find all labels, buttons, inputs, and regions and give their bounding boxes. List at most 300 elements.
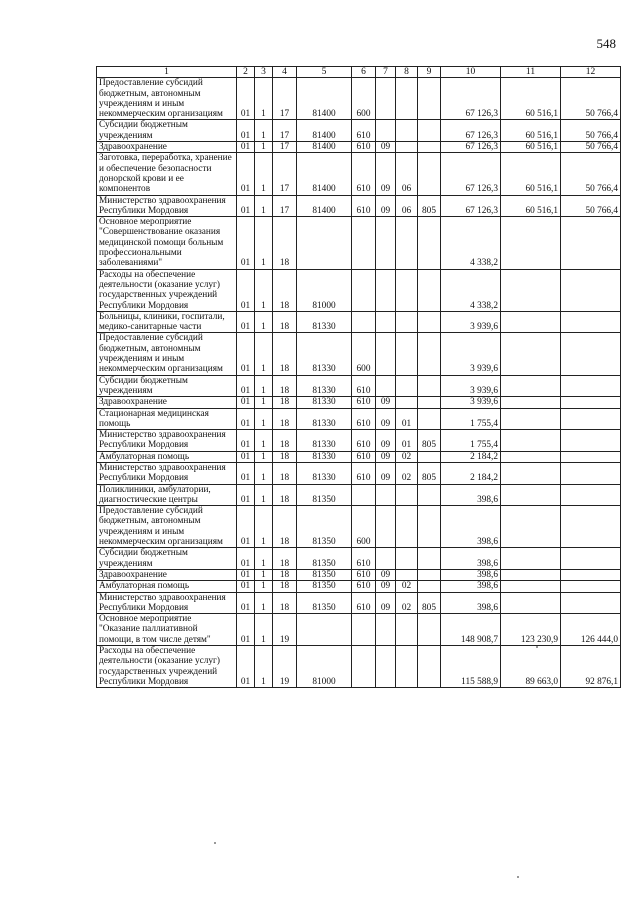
cell-code: 17	[273, 120, 297, 142]
cell-code: 81330	[297, 462, 352, 484]
row-name: Министерство здравоохранения Республики Мордовия	[97, 195, 237, 217]
row-name: Больницы, клиники, госпитали, медико-санитарные части	[97, 311, 237, 333]
cell-code: 81400	[297, 153, 352, 195]
cell-code	[418, 375, 441, 397]
cell-code: 600	[352, 333, 376, 375]
cell-code: 18	[273, 269, 297, 311]
cell-code: 81350	[297, 581, 352, 592]
table-row	[97, 581, 621, 592]
cell-code: 01	[237, 462, 255, 484]
cell-code	[418, 142, 441, 153]
row-name: Здравоохранение	[97, 142, 237, 153]
cell-amount	[561, 375, 621, 397]
cell-code	[352, 311, 376, 333]
cell-amount	[501, 484, 561, 506]
cell-code: 01	[237, 195, 255, 217]
cell-code: 01	[237, 217, 255, 269]
cell-amount	[561, 592, 621, 614]
cell-code: 18	[273, 548, 297, 570]
table-row	[97, 195, 621, 217]
budget-table	[96, 66, 621, 688]
cell-code: 600	[352, 506, 376, 548]
cell-code: 1	[255, 375, 273, 397]
table-row	[97, 269, 621, 311]
cell-code: 17	[273, 195, 297, 217]
cell-code	[418, 451, 441, 462]
cell-code	[396, 311, 418, 333]
cell-code	[396, 78, 418, 120]
cell-amount	[561, 217, 621, 269]
cell-code	[352, 614, 376, 646]
cell-amount	[561, 506, 621, 548]
cell-amount: 3 939,6	[441, 333, 501, 375]
cell-amount	[501, 569, 561, 580]
row-name: Субсидии бюджетным учреждениям	[97, 548, 237, 570]
cell-code: 01	[237, 78, 255, 120]
cell-code: 01	[237, 484, 255, 506]
cell-code: 02	[396, 592, 418, 614]
cell-code: 01	[237, 592, 255, 614]
cell-code: 805	[418, 195, 441, 217]
cell-code: 17	[273, 142, 297, 153]
cell-code: 610	[352, 120, 376, 142]
cell-code	[376, 217, 396, 269]
cell-code: 610	[352, 153, 376, 195]
cell-code	[418, 408, 441, 430]
cell-code	[418, 120, 441, 142]
cell-code: 1	[255, 484, 273, 506]
cell-code: 1	[255, 462, 273, 484]
cell-code: 01	[237, 430, 255, 452]
cell-code: 01	[237, 581, 255, 592]
cell-code: 610	[352, 451, 376, 462]
cell-code: 610	[352, 195, 376, 217]
cell-amount: 1 755,4	[441, 408, 501, 430]
cell-code: 18	[273, 375, 297, 397]
cell-code	[396, 646, 418, 688]
table-header-row	[97, 67, 621, 78]
cell-code	[396, 269, 418, 311]
cell-code: 02	[396, 451, 418, 462]
cell-amount: 60 516,1	[501, 195, 561, 217]
cell-amount	[501, 397, 561, 408]
cell-amount	[561, 430, 621, 452]
cell-amount	[561, 462, 621, 484]
column-header: 3	[255, 67, 273, 78]
cell-code	[418, 581, 441, 592]
row-name: Расходы на обеспечение деятельности (оказание услуг) государственных учреждений Республики Мордовия	[97, 646, 237, 688]
table-row	[97, 484, 621, 506]
cell-amount	[501, 311, 561, 333]
cell-code	[376, 484, 396, 506]
scan-speck	[536, 646, 538, 648]
cell-code	[418, 217, 441, 269]
cell-code: 81000	[297, 646, 352, 688]
cell-amount: 3 939,6	[441, 397, 501, 408]
cell-code: 81330	[297, 451, 352, 462]
cell-code: 01	[237, 451, 255, 462]
column-header: 6	[352, 67, 376, 78]
column-header: 5	[297, 67, 352, 78]
row-name: Заготовка, переработка, хранение и обеспечение безопасности донорской крови и ее компонентов	[97, 153, 237, 195]
cell-amount: 67 126,3	[441, 195, 501, 217]
cell-amount: 67 126,3	[441, 142, 501, 153]
cell-code	[418, 78, 441, 120]
row-name: Субсидии бюджетным учреждениям	[97, 120, 237, 142]
cell-code	[376, 375, 396, 397]
table-row	[97, 592, 621, 614]
cell-amount: 398,6	[441, 548, 501, 570]
cell-amount	[561, 451, 621, 462]
cell-code: 01	[237, 333, 255, 375]
cell-amount	[561, 397, 621, 408]
cell-code: 1	[255, 430, 273, 452]
cell-amount: 50 766,4	[561, 195, 621, 217]
cell-code: 1	[255, 153, 273, 195]
cell-code	[418, 548, 441, 570]
row-name: Расходы на обеспечение деятельности (оказание услуг) государственных учреждений Республики Мордовия	[97, 269, 237, 311]
cell-code	[418, 484, 441, 506]
cell-amount: 148 908,7	[441, 614, 501, 646]
cell-code: 81400	[297, 142, 352, 153]
cell-code	[396, 569, 418, 580]
table-row	[97, 120, 621, 142]
cell-code: 18	[273, 311, 297, 333]
cell-amount: 2 184,2	[441, 462, 501, 484]
cell-code	[376, 506, 396, 548]
cell-code	[376, 311, 396, 333]
column-header: 4	[273, 67, 297, 78]
cell-amount	[501, 430, 561, 452]
cell-code: 1	[255, 397, 273, 408]
cell-code: 805	[418, 592, 441, 614]
row-name: Амбулаторная помощь	[97, 451, 237, 462]
cell-code	[396, 506, 418, 548]
row-name: Министерство здравоохранения Республики Мордовия	[97, 462, 237, 484]
cell-code: 81330	[297, 311, 352, 333]
cell-amount: 92 876,1	[561, 646, 621, 688]
row-name: Основное мероприятие "Оказание паллиативной помощи, в том числе детям"	[97, 614, 237, 646]
cell-code: 600	[352, 78, 376, 120]
cell-code: 06	[396, 153, 418, 195]
cell-code	[418, 269, 441, 311]
table-row	[97, 462, 621, 484]
row-name: Министерство здравоохранения Республики Мордовия	[97, 430, 237, 452]
cell-code	[418, 333, 441, 375]
cell-code: 02	[396, 581, 418, 592]
cell-code: 1	[255, 548, 273, 570]
cell-code: 81330	[297, 408, 352, 430]
cell-code: 805	[418, 462, 441, 484]
cell-code: 06	[396, 195, 418, 217]
cell-code: 09	[376, 408, 396, 430]
table-row	[97, 153, 621, 195]
cell-code	[352, 484, 376, 506]
scan-speck	[214, 842, 216, 844]
cell-code	[418, 569, 441, 580]
row-name: Здравоохранение	[97, 569, 237, 580]
cell-code	[418, 646, 441, 688]
cell-amount: 60 516,1	[501, 120, 561, 142]
table-row	[97, 646, 621, 688]
cell-code: 610	[352, 581, 376, 592]
cell-amount	[501, 462, 561, 484]
cell-code	[376, 333, 396, 375]
cell-code: 610	[352, 430, 376, 452]
cell-code	[396, 397, 418, 408]
cell-code	[396, 375, 418, 397]
cell-amount: 398,6	[441, 506, 501, 548]
cell-code	[396, 333, 418, 375]
cell-code: 01	[237, 408, 255, 430]
cell-code: 18	[273, 506, 297, 548]
row-name: Амбулаторная помощь	[97, 581, 237, 592]
cell-amount	[501, 506, 561, 548]
cell-code: 610	[352, 397, 376, 408]
cell-code: 18	[273, 397, 297, 408]
row-name: Предоставление субсидий бюджетным, автономным учреждениям и иным некоммерческим организациям	[97, 333, 237, 375]
cell-amount: 4 338,2	[441, 269, 501, 311]
cell-code	[396, 120, 418, 142]
cell-code: 18	[273, 592, 297, 614]
cell-amount: 60 516,1	[501, 153, 561, 195]
cell-code: 09	[376, 195, 396, 217]
cell-code: 18	[273, 484, 297, 506]
row-name: Субсидии бюджетным учреждениям	[97, 375, 237, 397]
table-row	[97, 375, 621, 397]
cell-code: 18	[273, 430, 297, 452]
cell-code: 81350	[297, 592, 352, 614]
cell-code: 01	[237, 646, 255, 688]
cell-amount	[501, 375, 561, 397]
cell-amount	[501, 333, 561, 375]
cell-code: 805	[418, 430, 441, 452]
cell-code: 81000	[297, 269, 352, 311]
cell-code: 81330	[297, 333, 352, 375]
cell-code: 01	[237, 397, 255, 408]
cell-code	[352, 646, 376, 688]
cell-code: 19	[273, 614, 297, 646]
cell-code	[396, 217, 418, 269]
cell-amount: 2 184,2	[441, 451, 501, 462]
column-header: 9	[418, 67, 441, 78]
cell-code: 18	[273, 581, 297, 592]
cell-amount	[501, 548, 561, 570]
cell-code: 01	[237, 269, 255, 311]
column-header: 10	[441, 67, 501, 78]
table-row	[97, 430, 621, 452]
cell-amount: 67 126,3	[441, 120, 501, 142]
cell-amount	[561, 333, 621, 375]
cell-code	[418, 614, 441, 646]
cell-code: 81400	[297, 120, 352, 142]
cell-amount: 50 766,4	[561, 153, 621, 195]
cell-code	[376, 269, 396, 311]
cell-code: 1	[255, 614, 273, 646]
cell-amount: 89 663,0	[501, 646, 561, 688]
table-row	[97, 311, 621, 333]
table-row	[97, 142, 621, 153]
column-header: 2	[237, 67, 255, 78]
cell-amount	[561, 569, 621, 580]
cell-code: 81400	[297, 78, 352, 120]
cell-code: 610	[352, 462, 376, 484]
table-row	[97, 614, 621, 646]
cell-code: 81350	[297, 484, 352, 506]
cell-code: 17	[273, 78, 297, 120]
cell-amount	[561, 269, 621, 311]
cell-code: 1	[255, 592, 273, 614]
cell-code: 81330	[297, 375, 352, 397]
cell-code: 18	[273, 408, 297, 430]
cell-code	[418, 397, 441, 408]
cell-code: 01	[237, 506, 255, 548]
cell-code	[396, 142, 418, 153]
table-row	[97, 217, 621, 269]
cell-amount	[561, 311, 621, 333]
page-number: 548	[596, 36, 616, 51]
cell-amount: 60 516,1	[501, 142, 561, 153]
cell-code	[396, 484, 418, 506]
cell-code: 81350	[297, 548, 352, 570]
cell-code: 18	[273, 569, 297, 580]
cell-code: 09	[376, 581, 396, 592]
column-header: 7	[376, 67, 396, 78]
cell-code: 18	[273, 451, 297, 462]
cell-code: 01	[237, 153, 255, 195]
cell-code: 09	[376, 569, 396, 580]
cell-code: 01	[237, 375, 255, 397]
cell-code: 610	[352, 142, 376, 153]
cell-amount	[561, 484, 621, 506]
cell-code: 1	[255, 451, 273, 462]
cell-amount	[501, 269, 561, 311]
cell-code: 18	[273, 462, 297, 484]
row-name: Здравоохранение	[97, 397, 237, 408]
cell-code: 1	[255, 269, 273, 311]
cell-code: 1	[255, 581, 273, 592]
cell-code: 18	[273, 333, 297, 375]
table-row	[97, 397, 621, 408]
cell-code: 09	[376, 451, 396, 462]
cell-code: 01	[237, 548, 255, 570]
row-name: Поликлиники, амбулатории, диагностические центры	[97, 484, 237, 506]
cell-amount: 123 230,9	[501, 614, 561, 646]
scan-speck	[517, 876, 519, 878]
cell-code: 09	[376, 430, 396, 452]
row-name: Основное мероприятие "Совершенствование оказания медицинской помощи больным профессиональными заболеваниями"	[97, 217, 237, 269]
cell-amount: 3 939,6	[441, 375, 501, 397]
cell-code: 02	[396, 462, 418, 484]
cell-code: 1	[255, 142, 273, 153]
cell-code	[376, 120, 396, 142]
table-body	[97, 78, 621, 688]
cell-amount: 3 939,6	[441, 311, 501, 333]
cell-code	[297, 614, 352, 646]
cell-code: 81400	[297, 195, 352, 217]
cell-code: 01	[237, 120, 255, 142]
row-name: Предоставление субсидий бюджетным, автономным учреждениям и иным некоммерческим организациям	[97, 78, 237, 120]
cell-amount: 1 755,4	[441, 430, 501, 452]
column-header: 8	[396, 67, 418, 78]
cell-code: 09	[376, 592, 396, 614]
cell-code: 09	[376, 397, 396, 408]
table-row	[97, 569, 621, 580]
cell-code: 1	[255, 311, 273, 333]
column-header: 1	[97, 67, 237, 78]
cell-amount	[561, 581, 621, 592]
cell-code	[352, 269, 376, 311]
cell-code: 01	[396, 408, 418, 430]
cell-amount: 50 766,4	[561, 78, 621, 120]
cell-code	[418, 506, 441, 548]
cell-code: 09	[376, 153, 396, 195]
cell-code: 1	[255, 506, 273, 548]
cell-amount: 126 444,0	[561, 614, 621, 646]
cell-amount: 398,6	[441, 569, 501, 580]
cell-code: 81330	[297, 430, 352, 452]
cell-code: 81350	[297, 506, 352, 548]
cell-code: 610	[352, 408, 376, 430]
cell-code: 09	[376, 462, 396, 484]
column-header: 12	[561, 67, 621, 78]
row-name: Министерство здравоохранения Республики Мордовия	[97, 592, 237, 614]
cell-code: 18	[273, 217, 297, 269]
cell-amount: 50 766,4	[561, 142, 621, 153]
table-row	[97, 408, 621, 430]
cell-amount: 398,6	[441, 581, 501, 592]
cell-code: 1	[255, 333, 273, 375]
cell-code	[396, 548, 418, 570]
cell-amount: 4 338,2	[441, 217, 501, 269]
cell-code: 01	[237, 569, 255, 580]
cell-amount: 60 516,1	[501, 78, 561, 120]
cell-code: 81330	[297, 397, 352, 408]
cell-amount	[501, 408, 561, 430]
cell-amount: 398,6	[441, 484, 501, 506]
table-row	[97, 333, 621, 375]
cell-code: 09	[376, 142, 396, 153]
cell-amount	[561, 548, 621, 570]
cell-code: 01	[396, 430, 418, 452]
cell-amount	[501, 592, 561, 614]
cell-code	[297, 217, 352, 269]
cell-code: 17	[273, 153, 297, 195]
cell-code: 610	[352, 375, 376, 397]
cell-amount: 50 766,4	[561, 120, 621, 142]
cell-code: 610	[352, 592, 376, 614]
cell-code	[376, 646, 396, 688]
cell-amount	[501, 451, 561, 462]
column-header: 11	[501, 67, 561, 78]
cell-code: 1	[255, 78, 273, 120]
cell-amount	[501, 217, 561, 269]
cell-code: 610	[352, 548, 376, 570]
table-row	[97, 548, 621, 570]
table-row	[97, 506, 621, 548]
cell-code	[396, 614, 418, 646]
cell-amount: 67 126,3	[441, 153, 501, 195]
cell-code: 1	[255, 120, 273, 142]
cell-amount: 398,6	[441, 592, 501, 614]
cell-amount: 115 588,9	[441, 646, 501, 688]
cell-amount: 67 126,3	[441, 78, 501, 120]
row-name: Предоставление субсидий бюджетным, автономным учреждениям и иным некоммерческим организациям	[97, 506, 237, 548]
cell-code: 1	[255, 569, 273, 580]
table-row	[97, 78, 621, 120]
cell-code	[418, 311, 441, 333]
cell-code	[352, 217, 376, 269]
